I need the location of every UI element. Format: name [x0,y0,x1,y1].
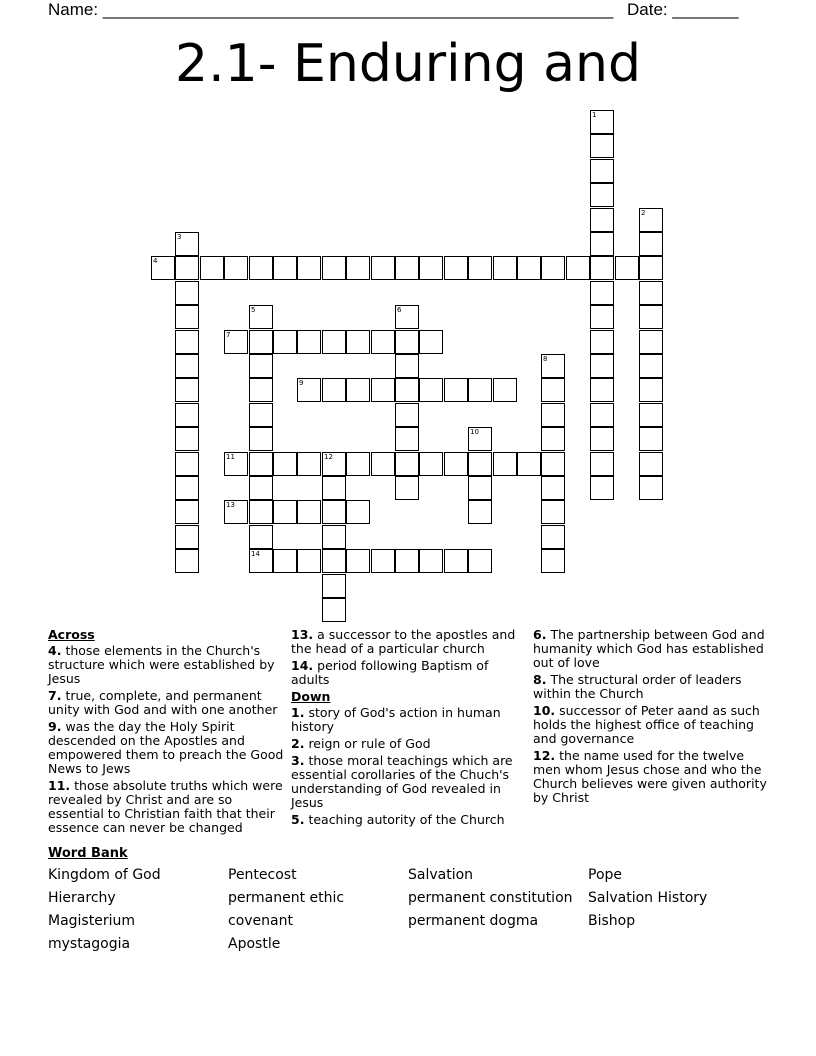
word-bank-item: permanent ethic [228,890,345,906]
clue-number: 10. [533,703,556,718]
cell-number: 10 [470,428,479,436]
crossword-cell[interactable] [468,378,492,402]
crossword-cell[interactable] [639,208,663,232]
crossword-cell[interactable] [639,354,663,378]
crossword-cell[interactable] [541,452,565,476]
crossword-cell[interactable] [468,500,492,524]
crossword-cell[interactable] [468,256,492,280]
clue-down-12 [533,749,773,805]
crossword-cell[interactable] [639,305,663,329]
crossword-cell[interactable] [541,256,565,280]
crossword-cell[interactable] [346,378,370,402]
clue-text: period following Baptism of adults [291,658,489,687]
clue-number: 12. [533,748,556,763]
crossword-cell[interactable] [395,378,419,402]
crossword-cell[interactable] [493,256,517,280]
crossword-cell[interactable] [322,598,346,622]
word-bank-item: covenant [228,913,293,929]
clue-number: 11. [48,778,71,793]
crossword-cell[interactable] [419,330,443,354]
crossword-cell[interactable] [419,378,443,402]
clue-across-14 [291,659,519,687]
crossword-cell[interactable] [395,354,419,378]
word-bank-item: permanent dogma [408,913,539,929]
crossword-cell[interactable] [297,452,321,476]
clue-text: was the day the Holy Spirit descended on the Apostles and empowered them to preach the Good News to Jews [48,719,284,776]
crossword-cell[interactable] [322,452,346,476]
word-bank [48,866,768,953]
crossword-cell[interactable] [224,500,248,524]
clue-number: 4. [48,643,62,658]
crossword-cell[interactable] [615,256,639,280]
crossword-cell[interactable] [590,330,614,354]
cell-number: 14 [251,550,260,558]
crossword-cell[interactable] [175,525,199,549]
crossword-cell[interactable] [371,330,395,354]
clue-text: those moral teachings which are essential corollaries of the Chuch's understanding of God revealed in Jesus [291,753,513,810]
crossword-cell[interactable] [175,232,199,256]
crossword-cell[interactable] [322,574,346,598]
crossword-cell[interactable] [444,549,468,573]
crossword-cell[interactable] [444,256,468,280]
clue-number: 6. [533,627,547,642]
crossword-cell[interactable] [224,452,248,476]
crossword-cell[interactable] [639,476,663,500]
word-bank-item: Kingdom of God [48,867,161,883]
crossword-cell[interactable] [297,256,321,280]
crossword-cell[interactable] [249,378,273,402]
clue-number: 9. [48,719,62,734]
crossword-cell[interactable] [395,256,419,280]
crossword-cell[interactable] [493,452,517,476]
crossword-cell[interactable] [468,476,492,500]
clue-number: 5. [291,812,305,827]
crossword-cell[interactable] [249,452,273,476]
clue-number: 14. [291,658,314,673]
clue-down-2 [291,737,519,751]
word-bank-item: Salvation [408,867,474,883]
crossword-cell[interactable] [322,256,346,280]
clue-text: those elements in the Church's structure which were established by Jesus [48,643,275,686]
down-heading: Down [291,689,331,704]
clue-text: The structural order of leaders within the Church [533,672,742,701]
crossword-cell[interactable] [273,500,297,524]
crossword-cell[interactable] [639,427,663,451]
crossword-cell[interactable] [175,281,199,305]
cell-number: 11 [226,453,235,461]
crossword-cell[interactable] [322,549,346,573]
clue-down-3 [291,754,519,810]
cell-number: 7 [226,331,231,339]
crossword-cell[interactable] [175,330,199,354]
crossword-cell[interactable] [517,452,541,476]
crossword-cell[interactable] [639,256,663,280]
cell-number: 9 [299,379,304,387]
crossword-cell[interactable] [590,378,614,402]
clue-down-10 [533,704,773,746]
crossword-cell[interactable] [297,330,321,354]
crossword-cell[interactable] [541,476,565,500]
clue-number: 13. [291,627,314,642]
cell-number: 3 [177,233,182,241]
clue-down-8 [533,673,773,701]
crossword-cell[interactable] [224,330,248,354]
clue-text: true, complete, and permanent unity with God and with one another [48,688,278,717]
crossword-cell[interactable] [541,500,565,524]
word-bank-item: Pentecost [228,867,297,883]
word-bank-item: Salvation History [588,890,708,906]
crossword-cell[interactable] [395,549,419,573]
crossword-cell[interactable] [639,378,663,402]
crossword-cell[interactable] [346,549,370,573]
crossword-cell[interactable] [371,256,395,280]
crossword-cell[interactable] [273,452,297,476]
crossword-cell[interactable] [517,256,541,280]
crossword-cell[interactable] [590,476,614,500]
clue-across-9 [48,720,284,776]
crossword-cell[interactable] [639,330,663,354]
crossword-cell[interactable] [590,452,614,476]
crossword-cell[interactable] [395,403,419,427]
crossword-cell[interactable] [322,525,346,549]
cell-number: 2 [641,209,646,217]
crossword-cell[interactable] [493,378,517,402]
word-bank-item: Magisterium [48,913,135,929]
crossword-cell[interactable] [322,500,346,524]
clue-text: teaching autority of the Church [308,812,505,827]
crossword-cell[interactable] [249,525,273,549]
clue-across-7 [48,689,284,717]
word-bank-item: mystagogia [48,936,131,952]
cell-number: 1 [592,111,597,119]
crossword-cell[interactable] [346,256,370,280]
crossword-cell[interactable] [444,378,468,402]
word-bank-title: Word Bank [48,846,128,861]
crossword-cell[interactable] [541,354,565,378]
page-title: 2.1- Enduring and [175,34,641,94]
crossword-cell[interactable] [322,330,346,354]
crossword-cell[interactable] [541,378,565,402]
crossword-cell[interactable] [590,208,614,232]
crossword-cell[interactable] [297,549,321,573]
cell-number: 4 [153,257,158,265]
crossword-cell[interactable] [541,427,565,451]
crossword-cell[interactable] [395,427,419,451]
crossword-cell[interactable] [175,403,199,427]
crossword-cell[interactable] [590,256,614,280]
clue-down-5 [291,813,519,827]
crossword-cell[interactable] [249,305,273,329]
crossword-cell[interactable] [249,354,273,378]
crossword-cell[interactable] [175,427,199,451]
clue-across-11 [48,779,284,835]
word-bank-item: Hierarchy [48,890,116,906]
crossword-cell[interactable] [273,549,297,573]
crossword-cell[interactable] [590,134,614,158]
crossword-cell[interactable] [249,427,273,451]
crossword-cell[interactable] [175,452,199,476]
cell-number: 8 [543,355,548,363]
crossword-cell[interactable] [541,549,565,573]
crossword-cell[interactable] [639,452,663,476]
crossword-cell[interactable] [175,305,199,329]
date-field-label: Date: _______ [627,0,739,19]
crossword-cell[interactable] [224,256,248,280]
word-bank-item: Apostle [228,936,281,952]
crossword-cell[interactable] [322,476,346,500]
clue-number: 1. [291,705,305,720]
crossword-cell[interactable] [322,378,346,402]
crossword-cell[interactable] [639,232,663,256]
clue-text: reign or rule of God [308,736,431,751]
crossword-cell[interactable] [175,476,199,500]
crossword-cell[interactable] [395,452,419,476]
cell-number: 5 [251,306,256,314]
crossword-cell[interactable] [249,549,273,573]
clue-text: those absolute truths which were revealed by Christ and are so essential to Christian faith that their essence can never be changed [48,778,283,835]
crossword-cell[interactable] [541,403,565,427]
crossword-cell[interactable] [590,427,614,451]
crossword-cell[interactable] [419,549,443,573]
crossword-cell[interactable] [468,427,492,451]
word-bank-item: Pope [588,867,623,883]
clue-text: a successor to the apostles and the head of a particular church [291,627,516,656]
clue-number: 8. [533,672,547,687]
crossword-cell[interactable] [590,232,614,256]
crossword-cell[interactable] [273,256,297,280]
clue-text: story of God's action in human history [291,705,501,734]
crossword-cell[interactable] [395,330,419,354]
name-field-label: Name: ______________________________________________________ [48,0,614,19]
crossword-cell[interactable] [590,159,614,183]
cell-number: 13 [226,501,235,509]
clue-down-1 [291,706,519,734]
clue-text: the name used for the twelve men whom Jesus chose and who the Church believes were given authority by Christ [533,748,767,805]
crossword-cell[interactable] [590,305,614,329]
crossword-cell[interactable] [541,525,565,549]
crossword-cell[interactable] [346,452,370,476]
crossword-cell[interactable] [371,378,395,402]
crossword-cell[interactable] [175,354,199,378]
crossword-cell[interactable] [590,354,614,378]
clues-column-3 [533,628,773,808]
clue-number: 3. [291,753,305,768]
crossword-cell[interactable] [419,256,443,280]
clues-column-2 [291,628,519,830]
clue-across-13 [291,628,519,656]
clue-number: 7. [48,688,62,703]
crossword-cell[interactable] [590,403,614,427]
clue-text: The partnership between God and humanity which God has established out of love [533,627,765,670]
crossword-cell[interactable] [468,549,492,573]
crossword-cell[interactable] [249,403,273,427]
crossword-cell[interactable] [419,452,443,476]
clue-down-6 [533,628,773,670]
crossword-cell[interactable] [639,403,663,427]
crossword-cell[interactable] [249,476,273,500]
crossword-cell[interactable] [200,256,224,280]
crossword-cell[interactable] [371,549,395,573]
crossword-cell[interactable] [249,330,273,354]
crossword-cell[interactable] [249,500,273,524]
crossword-cell[interactable] [249,256,273,280]
crossword-cell[interactable] [175,549,199,573]
crossword-cell[interactable] [639,281,663,305]
crossword-cell[interactable] [590,183,614,207]
crossword-cell[interactable] [273,330,297,354]
crossword-cell[interactable] [371,452,395,476]
clue-text: successor of Peter aand as such holds the highest office of teaching and governance [533,703,760,746]
crossword-cell[interactable] [175,378,199,402]
crossword-cell[interactable] [346,500,370,524]
cell-number: 12 [324,453,333,461]
clue-number: 2. [291,736,305,751]
crossword-cell[interactable] [395,476,419,500]
crossword-cell[interactable] [395,305,419,329]
crossword-cell[interactable] [590,110,614,134]
word-bank-item: Bishop [588,913,636,929]
word-bank-item: permanent constitution [408,890,573,906]
crossword-cell[interactable] [297,378,321,402]
crossword-cell[interactable] [468,452,492,476]
crossword-cell[interactable] [175,256,199,280]
crossword-cell[interactable] [590,281,614,305]
crossword-cell[interactable] [566,256,590,280]
crossword-cell[interactable] [444,452,468,476]
crossword-cell[interactable] [297,500,321,524]
crossword-cell[interactable] [346,330,370,354]
crossword-cell[interactable] [175,500,199,524]
clue-across-4 [48,644,284,686]
across-heading: Across [48,627,95,642]
cell-number: 6 [397,306,402,314]
crossword-cell[interactable] [151,256,175,280]
clues-column-1 [48,628,284,838]
